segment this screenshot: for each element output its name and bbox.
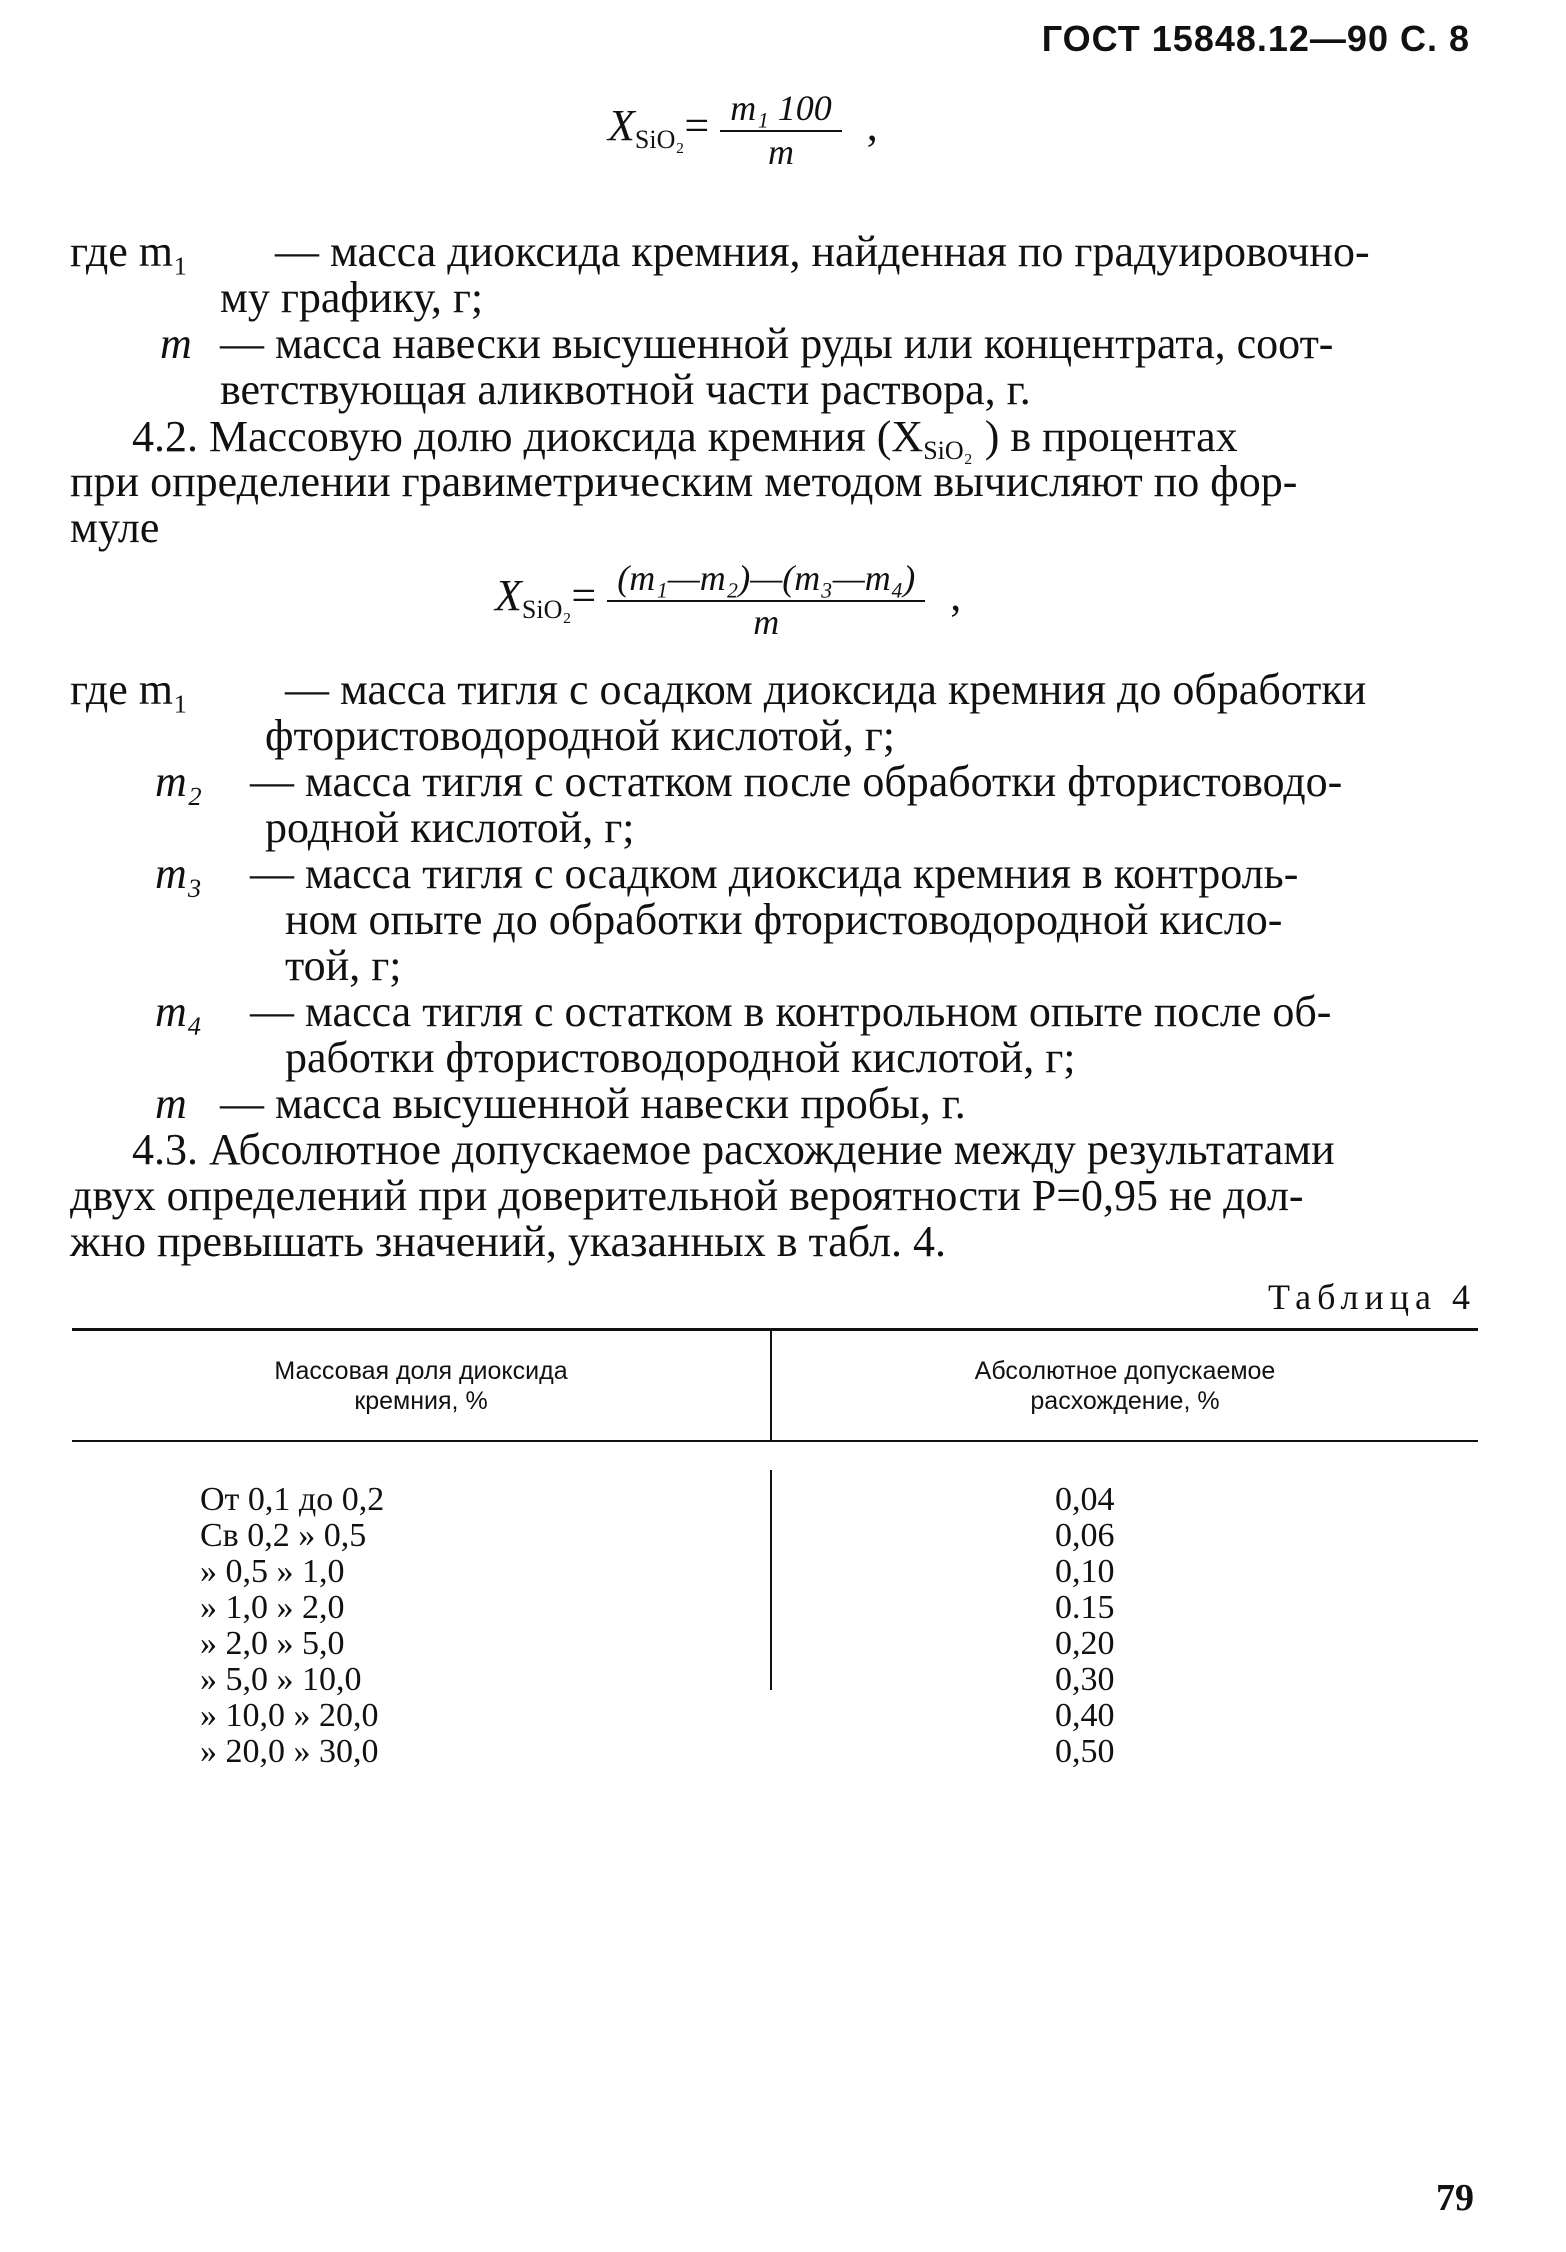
table-cell-range: » 1,0 » 2,0 (200, 1589, 345, 1626)
table-cell-range: От 0,1 до 0,2 (200, 1481, 385, 1518)
def-b2-3-sym: m₃ (155, 849, 203, 898)
table-cell-value: 0,20 (1055, 1625, 1115, 1662)
formula-1-numerator: m₁ 100 (720, 90, 842, 132)
def-b2-5-line-1: — масса высушенной навески пробы, г. (220, 1079, 966, 1128)
def-1-line-2: му графику, г; (220, 273, 484, 322)
formula-1-denominator: m (768, 132, 794, 172)
def-2-line-1: — масса навески высушенной руды или концентрата, соот- (220, 319, 1334, 368)
def-b2-3-line-1: — масса тигля с осадком диоксида кремния в контроль- (250, 849, 1299, 898)
table-col-header-2 (772, 1356, 1478, 1416)
def-b2-5-sym: m (155, 1079, 187, 1128)
def-b2-4-sym: m₄ (155, 987, 203, 1036)
def-2-line-2: ветствующая аликвотной части раствора, г. (220, 365, 1031, 414)
page-number: 79 (1436, 2177, 1474, 2219)
def-b2-4-line-2: работки фтористоводородной кислотой, г; (285, 1033, 1076, 1082)
formula-2-lhs: X (495, 571, 522, 621)
page-header: ГОСТ 15848.12—90 С. 8 (1041, 18, 1470, 59)
formula-2 (495, 560, 961, 640)
formula-2-lhs-sub: SiO₂ (521, 595, 572, 625)
table-cell-value: 0.15 (1055, 1589, 1115, 1626)
formula-2-comma: , (950, 571, 962, 621)
table-cell-range: » 0,5 » 1,0 (200, 1553, 345, 1590)
table-cell-range: » 5,0 » 10,0 (200, 1661, 362, 1698)
table-col-values (1055, 1482, 1175, 1770)
table-col-header-1-line-2: кремния, % (354, 1387, 488, 1415)
table-cell-value: 0,04 (1055, 1481, 1115, 1518)
def-b2-1-sym: где m₁ (70, 665, 189, 714)
table-top-rule (72, 1328, 1478, 1331)
table-col-header-2-line-2: расхождение, % (1030, 1387, 1220, 1415)
formula-1-comma: , (866, 101, 878, 151)
table-cell-range: » 20,0 » 30,0 (200, 1733, 379, 1770)
para-4-3-line-1: 4.3. Абсолютное допускаемое расхождение между результатами (132, 1125, 1335, 1174)
para-4-3-line-3: жно превышать значений, указанных в табл. 4. (70, 1217, 947, 1266)
table-cell-range: » 10,0 » 20,0 (200, 1697, 379, 1734)
def-b2-3-line-3: той, г; (285, 941, 402, 990)
def-2-sym: m (160, 319, 192, 368)
table-col-header-2-line-1: Абсолютное допускаемое (974, 1357, 1276, 1385)
formula-1-lhs: X (608, 101, 635, 151)
table-body-divider (770, 1470, 772, 1690)
table-caption: Таблица 4 (1268, 1277, 1476, 1317)
table-cell-value: 0,30 (1055, 1661, 1115, 1698)
table-cell-range: Св 0,2 » 0,5 (200, 1517, 367, 1554)
def-b2-1-line-1: — масса тигля с осадком диоксида кремния до обработки (285, 665, 1367, 714)
table-cell-value: 0,10 (1055, 1553, 1115, 1590)
table-col-header-1 (72, 1356, 770, 1416)
formula-1-lhs-sub: SiO₂ (634, 125, 685, 155)
def-b2-3-line-2: ном опыте до обработки фтористоводородной кисло- (285, 895, 1283, 944)
table-col-header-1-line-1: Массовая доля диоксида (274, 1357, 568, 1385)
def-1-line-1: — масса диоксида кремния, найденная по градуировочно- (275, 227, 1370, 276)
def-b2-2-line-2: родной кислотой, г; (265, 803, 635, 852)
def-b2-2-sym: m₂ (155, 757, 203, 806)
formula-2-numerator: (m₁—m₂)—(m₃—m₄) (607, 560, 925, 602)
para-4-2-line-2: при определении гравиметрическим методом вычисляют по фор- (70, 457, 1298, 506)
table-header-rule (72, 1440, 1478, 1442)
para-4-2-text-a: 4.2. Массовую долю диоксида кремния (X (132, 412, 924, 461)
para-4-2-text-b: ) в процентах (984, 412, 1238, 461)
table-col-ranges (200, 1482, 500, 1770)
formula-1-fraction (720, 90, 842, 170)
table-cell-value: 0,50 (1055, 1733, 1115, 1770)
table-cell-value: 0,40 (1055, 1697, 1115, 1734)
para-4-2-sub: SiO₂ (923, 436, 973, 465)
table-cell-value: 0,06 (1055, 1517, 1115, 1554)
formula-1 (608, 90, 878, 170)
def-b2-1-line-2: фтористоводородной кислотой, г; (265, 711, 895, 760)
def-1-sym: где m₁ (70, 227, 189, 276)
def-b2-2-line-1: — масса тигля с остатком после обработки фтористоводо- (250, 757, 1343, 806)
para-4-2-line-3: муле (70, 503, 160, 552)
formula-2-fraction (607, 560, 925, 640)
formula-2-denominator: m (753, 602, 780, 642)
table-cell-range: » 2,0 » 5,0 (200, 1625, 345, 1662)
def-b2-4-line-1: — масса тигля с остатком в контрольном опыте после об- (250, 987, 1332, 1036)
formula-1-eq: = (684, 101, 710, 151)
para-4-3-line-2: двух определений при доверительной вероятности P=0,95 не дол- (70, 1171, 1304, 1220)
formula-2-eq: = (571, 571, 597, 621)
